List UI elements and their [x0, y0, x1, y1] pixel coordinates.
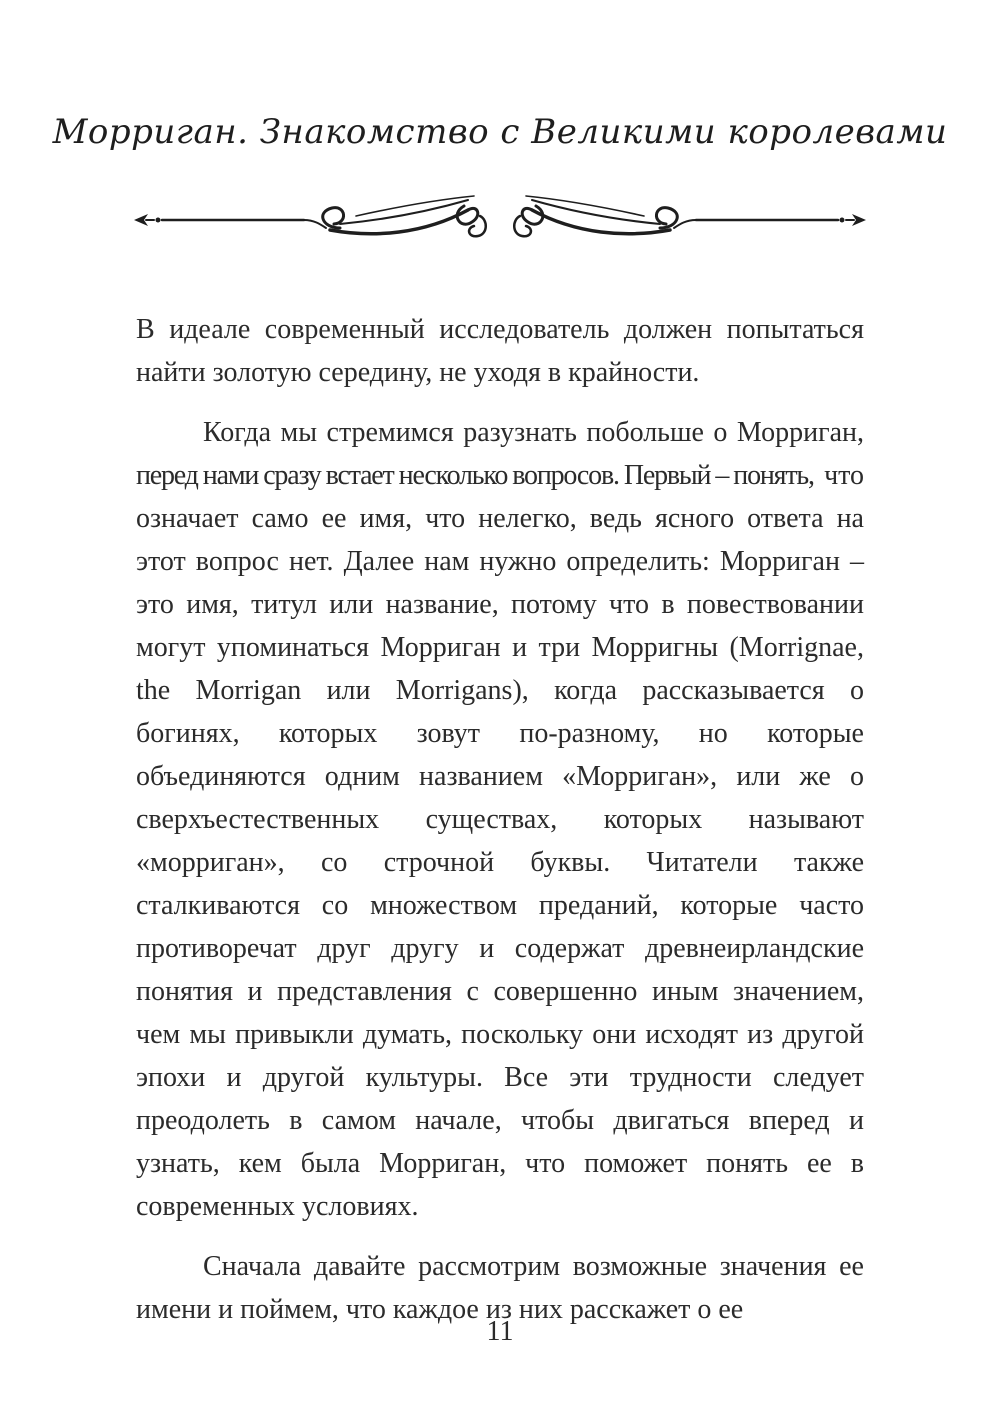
chapter-running-title: Морриган. Знакомство с Великими королевами: [52, 112, 948, 152]
paragraph-2: [136, 411, 864, 1228]
decorative-divider-icon: [134, 190, 866, 252]
page-number: 11: [486, 1316, 514, 1347]
paragraph-2-line-1: Когда мы стремимся разузнать побольше о Морриган,: [203, 417, 864, 448]
paragraph-3: Сначала давайте рассмотрим возможные значения ее имени и поймем, что каждое из них расскажет о ее: [136, 1251, 864, 1325]
paragraph-2-line-2: перед нами сразу встает несколько вопросов. Первый – понять,: [136, 460, 814, 491]
paragraph-2-rest: что означает само ее имя, что нелегко, ведь ясного ответа на этот вопрос нет. Далее нам нужно определить: Морриган – это имя, титул или название, потому что в повествовании могут упоминаться Морриган и три Морригны (Morrignae, the Morrigan или Morrigans), когда рассказывается о богинях, которых зовут по-разному, но которые объединяются одним названием «Морриган», или же о сверхъестественных существах, которых называют «морриган», со строчной буквы. Читатели также сталкиваются со множеством преданий, которые часто противоречат друг другу и содержат древнеирландские понятия и представления с совершенно иным значением, чем мы привыкли думать, поскольку они исходят из другой эпохи и другой культуры. Все эти трудности следует преодолеть в самом начале, чтобы двигаться вперед и узнать, кем была Морриган, что поможет понять ее в современных условиях.: [136, 460, 865, 1222]
paragraph-1: В идеале современный исследователь должен попытаться найти золотую середину, не уходя в крайности.: [136, 314, 864, 388]
main-text: [136, 308, 864, 1331]
